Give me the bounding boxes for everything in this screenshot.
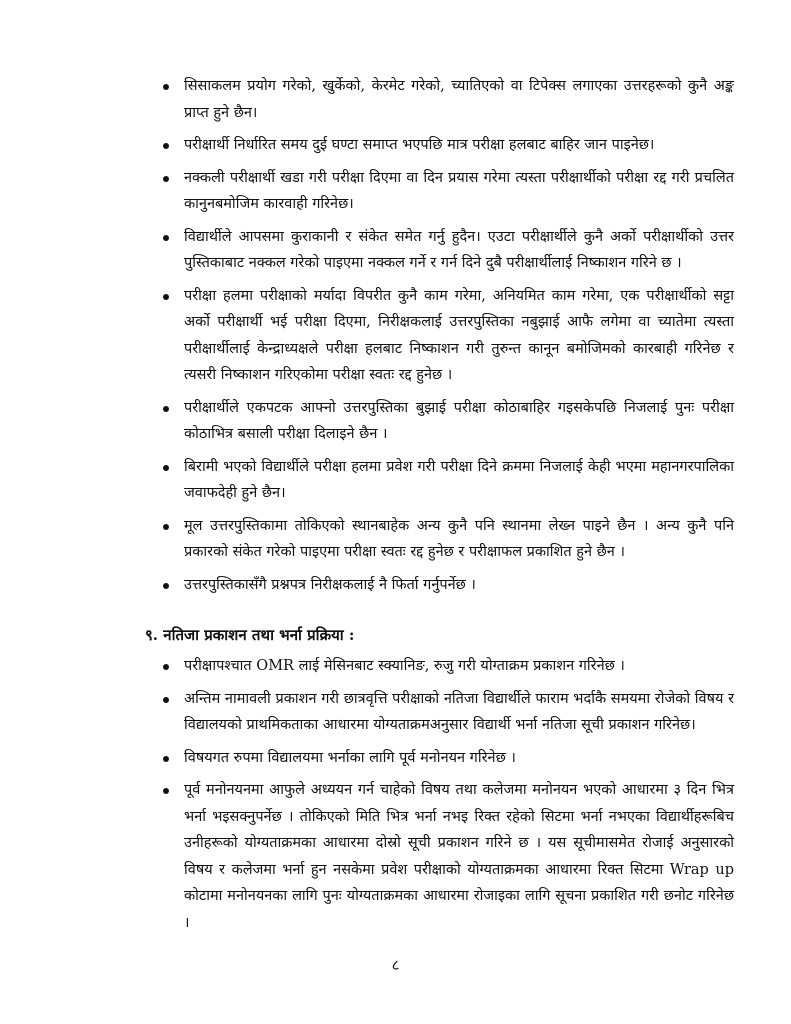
list-item-text: परीक्षा हलमा परीक्षाको मर्यादा विपरीत कुनै काम गरेमा, अनियमित काम गरेमा, एक परीक्षार्थीको सट्टा अर्को परीक्षार्थी भई परीक्षा दिएमा, निरीक्षकलाई उत्तरपुस्तिका नबुझाई आफै लगेमा वा च्यातेमा त्यस्ता परीक्षार्थीलाई केन्द्राध्यक्षले परीक्षा हलबाट निष्काशन गरी तुरुन्त कानून बमोजिमको कारबाही गरिनेछ र त्यसरी निष्काशन गरिएकोमा परीक्षा स्वतः रद्द हुनेछ ।: [184, 287, 734, 383]
list-item: [160, 165, 734, 218]
result-publication-list: [160, 653, 734, 942]
list-item-text: विषयगत रुपमा विद्यालयमा भर्नाका लागि पूर्व मनोनयन गरिनेछ ।: [184, 749, 516, 766]
bullet-icon: [163, 788, 169, 794]
list-item: [160, 224, 734, 277]
list-item: [160, 572, 734, 599]
list-item-text: सिसाकलम प्रयोग गरेको, खुर्केको, केरमेट गरेको, च्यातिएको वा टिपेक्स लगाएका उत्तरहरूको कुनै अङ्क प्राप्त हुने छैन।: [184, 78, 734, 121]
exam-rules-list: [160, 73, 734, 604]
list-item-text: बिरामी भएको विद्यार्थीले परीक्षा हलमा प्रवेश गरी परीक्षा दिने क्रममा निजलाई केही भएमा महानगरपालिका जवाफदेही हुने छैन।: [184, 458, 734, 501]
list-item: [160, 686, 734, 739]
bullet-icon: [163, 664, 169, 670]
bullet-icon: [163, 465, 169, 471]
bullet-icon: [163, 176, 169, 182]
list-item-text: विद्यार्थीले आपसमा कुराकानी र संकेत समेत गर्नु हुदैन। एउटा परीक्षार्थीले कुनै अर्को परीक्षार्थीको उत्तर पुस्तिकाबाट नक्कल गरेको पाइएमा नक्कल गर्ने र गर्न दिने दुबै परीक्षार्थीलाई निष्काशन गरिने छ ।: [184, 228, 734, 271]
bullet-icon: [163, 294, 169, 300]
bullet-icon: [163, 143, 169, 149]
bullet-icon: [163, 756, 169, 762]
list-item: [160, 283, 734, 389]
bullet-icon: [163, 697, 169, 703]
list-item-text: उत्तरपुस्तिकासँगै प्रश्नपत्र निरीक्षकलाई नै फिर्ता गर्नुपर्नेछ ।: [184, 576, 476, 593]
list-item-text: परीक्षापश्चात OMR लाई मेसिनबाट स्क्यानिङ, रुजु गरी योग्ताक्रम प्रकाशन गरिनेछ ।: [184, 658, 625, 674]
list-item: [160, 745, 734, 772]
bullet-icon: [163, 583, 169, 589]
bullet-icon: [163, 84, 169, 90]
list-item-text: मूल उत्तरपुस्तिकामा तोकिएको स्थानबाहेक अन्य कुनै पनि स्थानमा लेख्न पाइने छैन । अन्य कुनै पनि प्रकारको संकेत गरेको पाइएमा परीक्षा स्वतः रद्द हुनेछ र परीक्षाफल प्रकाशित हुने छैन ।: [184, 517, 734, 560]
list-item: [160, 777, 734, 936]
bullet-icon: [163, 235, 169, 241]
bullet-icon: [163, 524, 169, 530]
list-item: [160, 454, 734, 507]
page-number: ८: [391, 956, 400, 974]
list-item: [160, 395, 734, 448]
section-heading: ९. नतिजा प्रकाशन तथा भर्ना प्रक्रिया :: [145, 626, 355, 644]
list-item: [160, 513, 734, 566]
list-item-text: पूर्व मनोनयनमा आफुले अध्ययन गर्न चाहेको विषय तथा कलेजमा मनोनयन भएको आधारमा ३ दिन भित्र भर्ना भइसक्नुपर्नेछ । तोकिएको मिति भित्र भर्ना नभइ रिक्त रहेको सिटमा भर्ना नभएका विद्यार्थीहरूबिच उनीहरूको योग्यताक्रमका आधारमा दोस्रो सूची प्रकाशन गरिने छ । यस सूचीमासमेत रोजाई अनुसारको विषय र कलेजमा भर्ना हुन नसकेमा प्रवेश परीक्षाको योग्यताक्रमका आधारमा रिक्त सिटमा Wrap up कोटामा मनोनयनका लागि पुनः योग्यताक्रमका आधारमा रोजाइका लागि सूचना प्रकाशित गरी छनोट गरिनेछ ।: [184, 782, 734, 931]
list-item: [160, 132, 734, 159]
list-item-text: परीक्षार्थीले एकपटक आफ्नो उत्तरपुस्तिका बुझाई परीक्षा कोठाबाहिर गइसकेपछि निजलाई पुनः परीक्षा कोठाभित्र बसाली परीक्षा दिलाइने छैन ।: [184, 399, 734, 442]
list-item-text: नक्कली परीक्षार्थी खडा गरी परीक्षा दिएमा वा दिन प्रयास गरेमा त्यस्ता परीक्षार्थीको परीक्षा रद्द गरी प्रचलित कानुनबमोजिम कारवाही गरिनेछ।: [184, 169, 734, 212]
list-item-text: अन्तिम नामावली प्रकाशन गरी छात्रवृत्ति परीक्षाको नतिजा विद्यार्थीले फाराम भर्दाकै समयमा रोजेको विषय र विद्यालयको प्राथमिकताका आधारमा योग्यताक्रमअनुसार विद्यार्थी भर्ना नतिजा सूची प्रकाशन गरिनेछ।: [184, 690, 734, 733]
list-item: [160, 653, 734, 680]
bullet-icon: [163, 406, 169, 412]
list-item-text: परीक्षार्थी निर्धारित समय दुई घण्टा समाप्त भएपछि मात्र परीक्षा हलबाट बाहिर जान पाइनेछ।: [184, 137, 655, 153]
list-item: [160, 73, 734, 126]
